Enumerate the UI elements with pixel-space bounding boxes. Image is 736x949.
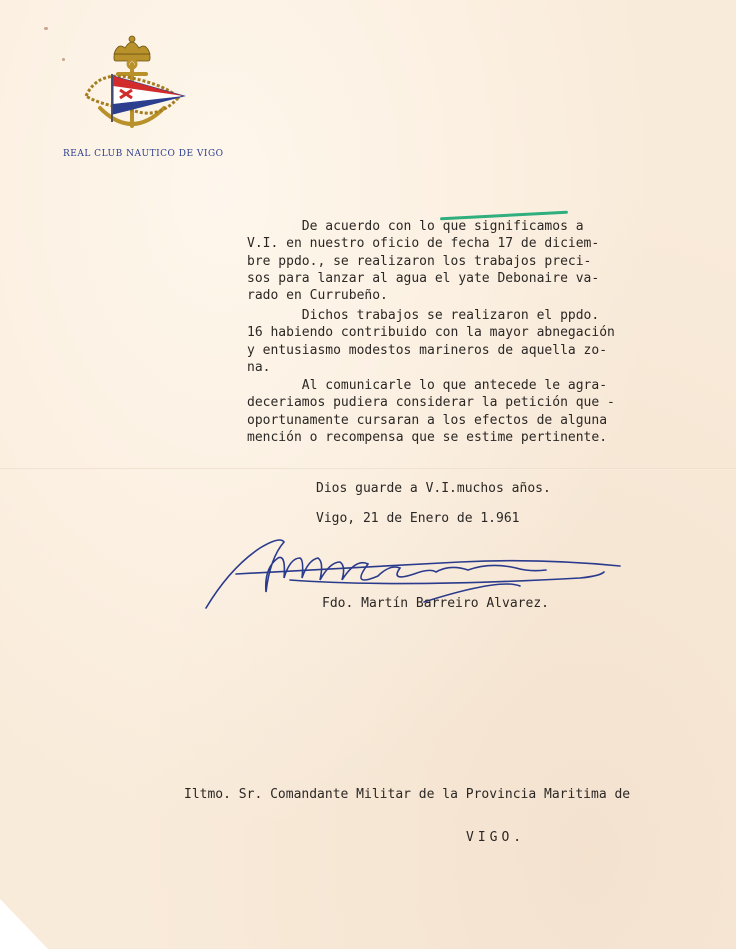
paragraph-line: sos para lanzar al agua el yate Debonaire va- — [247, 270, 600, 286]
letter-date: Vigo, 21 de Enero de 1.961 — [316, 511, 520, 526]
paper-fold-line — [0, 468, 736, 470]
paper-stain — [62, 58, 65, 61]
addressee-city: VIGO. — [466, 830, 526, 845]
paragraph-line: Al comunicarle lo que antecede le agra- — [247, 378, 608, 393]
paragraph-line: y entusiasmo modestos marineros de aquella zo- — [247, 342, 608, 358]
paragraph-line: De acuerdo con lo que significamos a — [247, 219, 584, 234]
paragraph-line: na. — [247, 359, 271, 375]
paragraph-2 — [247, 307, 615, 376]
paragraph-3 — [247, 377, 615, 446]
paragraph-line: oportunamente cursaran a los efectos de alguna — [247, 412, 608, 428]
torn-corner — [0, 899, 48, 949]
paragraph-line: rado en Currubeño. — [247, 288, 388, 304]
club-name: REAL CLUB NAUTICO DE VIGO — [63, 149, 224, 159]
addressee-line: Iltmo. Sr. Comandante Militar de la Provincia Maritima de — [184, 787, 631, 802]
paragraph-line: 16 habiendo contribuido con la mayor abnegación — [247, 325, 615, 341]
paragraph-line: mención o recompensa que se estime pertinente. — [247, 429, 608, 445]
signatory-name: Fdo. Martín Barreiro Alvarez. — [322, 596, 549, 611]
club-crest-icon — [78, 34, 188, 139]
paragraph-line: bre ppdo., se realizaron los trabajos preci- — [247, 253, 592, 269]
paragraph-line: V.I. en nuestro oficio de fecha 17 de diciem- — [247, 236, 600, 252]
paragraph-1 — [247, 218, 599, 304]
paragraph-line: deceriamos pudiera considerar la petición que - — [247, 395, 615, 411]
paper-stain — [44, 27, 48, 30]
closing-salutation: Dios guarde a V.I.muchos años. — [316, 481, 551, 496]
paragraph-line: Dichos trabajos se realizaron el ppdo. — [247, 308, 600, 323]
